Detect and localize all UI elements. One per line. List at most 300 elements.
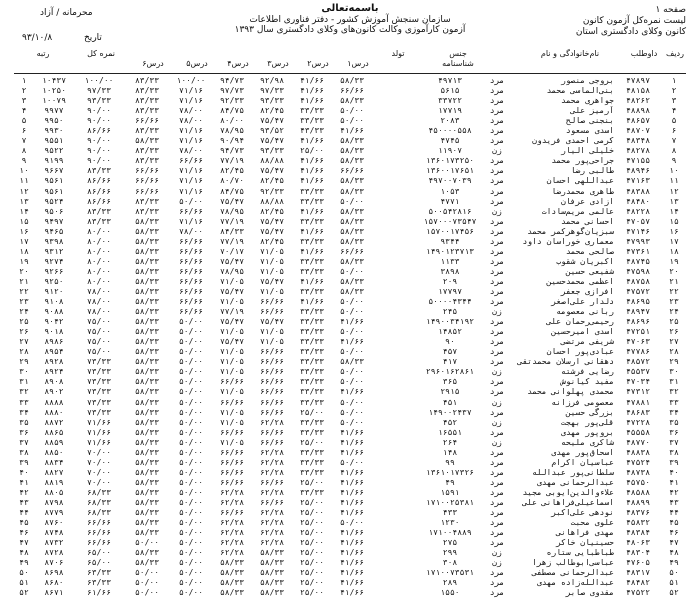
- subject2-cell: ۴۱/۶۶: [299, 206, 325, 216]
- table-row: [14, 257, 686, 267]
- gender-cell: زن: [492, 307, 502, 317]
- birth-cell: [372, 297, 416, 307]
- rank-cell: ۸۹۸۶: [44, 337, 64, 347]
- table-row: [14, 76, 686, 86]
- total-score-cell: ۹۳/۳۳: [86, 96, 112, 106]
- row-number-cell: ۳۰: [669, 367, 679, 377]
- subject5-cell: ۶۶/۶۶: [178, 266, 204, 276]
- name-cell: عباسیان اکرام: [551, 457, 614, 467]
- candidate-code-cell: ۴۸۰۶۳: [625, 538, 651, 548]
- total-score-cell: ۶۸/۳۳: [86, 508, 112, 518]
- table-row: [14, 227, 686, 237]
- subject4-cell: ۷۵/۴۷: [219, 337, 245, 347]
- name-cell: معصومی فرزانه: [551, 397, 614, 407]
- id-number-cell: ۲۴۵: [442, 307, 458, 317]
- row-number-cell: ۱۳: [669, 196, 679, 206]
- subject3-cell: ۶۶/۶۶: [259, 407, 285, 417]
- row-number-cell: ۲۲: [669, 287, 679, 296]
- subject1-cell: ۵۸/۳۳: [339, 216, 365, 226]
- table-row: [14, 588, 686, 598]
- birth-cell: [372, 116, 416, 126]
- id-number-cell: ۱۷۷۱۹: [437, 106, 463, 116]
- subject5-cell: ۵۰/۰۰: [178, 457, 204, 467]
- id-number-cell: ۳۸۹۸: [440, 266, 460, 276]
- taken-count: ۱۸: [19, 246, 29, 256]
- taken-count: ۲۲: [19, 287, 29, 296]
- candidate-code-cell: ۴۸۸۹۹: [625, 497, 651, 507]
- taken-count: ۴۷: [19, 538, 29, 548]
- candidate-code-cell: ۴۸۷۰۷: [625, 126, 651, 136]
- birth-cell: [372, 488, 416, 498]
- subject6-cell: ۸۳/۳۳: [134, 76, 160, 86]
- subject4-cell: ۶۶/۶۶: [219, 457, 245, 467]
- candidate-code-cell: ۴۸۷۳۸: [625, 467, 651, 477]
- rank-cell: ۸۷۴۸: [44, 528, 64, 538]
- candidate-code-cell: ۴۸۷۷۰: [625, 437, 651, 447]
- taken-count: ۲۸: [19, 347, 29, 357]
- candidate-code-cell: ۴۸۵۷۲: [625, 357, 651, 367]
- subject2-cell: ۴۱/۶۶: [299, 96, 325, 106]
- subject2-cell: ۲۵/۰۰: [299, 538, 325, 548]
- row-number-cell: ۱۸: [669, 246, 679, 256]
- id-number-cell: ۱۷۱۰۰۴۸۸۹: [428, 528, 472, 538]
- subject6-cell: ۵۸/۳۳: [134, 467, 160, 477]
- row-number-cell: ۳۵: [669, 417, 679, 427]
- id-number-cell: ۴۹: [445, 477, 455, 487]
- name-cell: عبدالرحمانی مصطفی: [532, 568, 614, 578]
- candidate-code-cell: ۴۵۵۵۸: [625, 427, 651, 437]
- row-number-cell: ۲: [671, 86, 677, 96]
- birth-cell: [372, 156, 416, 166]
- row-number-cell: ۳۹: [669, 457, 679, 467]
- subject6-cell: ۵۰/۰۰: [134, 588, 160, 598]
- name-cell: نودهی علی‌اکبر: [551, 508, 614, 518]
- subject4-cell: ۷۵/۴۷: [219, 196, 245, 206]
- gender-cell: مرد: [489, 236, 505, 246]
- row-number-cell: ۲۹: [669, 357, 679, 367]
- birth-cell: [372, 96, 416, 106]
- table-row: [14, 538, 686, 548]
- subject3-cell: ۷۵/۴۷: [259, 166, 285, 176]
- col-header-s3: درس۳: [267, 59, 289, 68]
- subject5-cell: ۶۶/۶۶: [178, 156, 204, 166]
- row-number-cell: ۳۳: [669, 397, 679, 407]
- subject4-cell: ۷۱/۰۵: [219, 276, 245, 286]
- subject3-cell: ۵۸/۳۳: [259, 578, 285, 588]
- subject4-cell: ۷۱/۰۵: [219, 327, 245, 337]
- gender-cell: مرد: [489, 447, 505, 457]
- id-number-cell: ۹۰: [445, 337, 455, 347]
- subject6-cell: ۵۸/۳۳: [134, 558, 160, 568]
- id-number-cell: ۲۸۹: [442, 578, 458, 588]
- subject2-cell: ۳۳/۳۳: [299, 347, 325, 357]
- taken-count: ۱۲: [19, 186, 29, 196]
- rank-cell: ۹۹۷۷: [44, 106, 64, 116]
- total-score-cell: ۶۸/۳۳: [86, 497, 112, 507]
- subject5-cell: ۵۰/۰۰: [178, 568, 204, 578]
- rank-cell: ۸۸۸۸: [44, 397, 64, 407]
- subject6-cell: ۸۳/۳۳: [134, 146, 160, 156]
- subject6-cell: ۵۸/۳۳: [134, 548, 160, 558]
- subject3-cell: ۶۶/۶۶: [259, 427, 285, 437]
- id-number-cell: ۱۱۳۳: [440, 256, 460, 266]
- date-value: ۹۳/۱۰/۸: [22, 33, 53, 43]
- birth-cell: [372, 398, 416, 408]
- subject3-cell: ۶۶/۶۶: [259, 477, 285, 487]
- subject3-cell: ۷۵/۴۷: [259, 136, 285, 146]
- taken-count: ۴۶: [19, 528, 29, 538]
- row-number-cell: ۲۳: [669, 297, 679, 307]
- subject6-cell: ۵۸/۳۳: [134, 266, 160, 276]
- id-number-cell: ۲۰۹: [442, 276, 458, 286]
- gender-cell: مرد: [489, 568, 505, 578]
- id-number-cell: ۱۵۷۰۰۱۷۴۵۶: [425, 226, 475, 236]
- subject5-cell: ۷۱/۱۶: [178, 186, 204, 196]
- rank-cell: ۹۶۶۷: [44, 166, 64, 176]
- id-number-cell: ۱۰۵۳: [440, 186, 460, 196]
- name-cell: حسینیان خاکر: [556, 538, 614, 548]
- subject6-cell: ۵۸/۳۳: [134, 337, 160, 347]
- candidate-code-cell: ۴۷۵۲۴: [625, 457, 651, 467]
- table-row: [14, 337, 686, 347]
- gender-cell: مرد: [489, 276, 505, 286]
- rank-cell: ۱۰۰۷۹: [41, 96, 67, 106]
- total-score-cell: ۹۰/۰۰: [86, 156, 112, 166]
- subject5-cell: ۵۰/۰۰: [178, 387, 204, 397]
- name-cell: مقدوی صابر: [565, 588, 614, 598]
- subject3-cell: ۹۳/۳۳: [259, 146, 285, 156]
- subject6-cell: ۸۳/۳۳: [134, 126, 160, 136]
- birth-cell: [372, 458, 416, 468]
- id-number-cell: ۲۹۶۰۱۶۲۸۶۱: [425, 367, 475, 377]
- row-number-cell: ۳۴: [669, 407, 679, 417]
- subject1-cell: ۴۱/۶۶: [339, 568, 365, 578]
- name-cell: عباسی‌ابوطالب زهرا: [532, 558, 614, 568]
- rank-cell: ۹۲۵۰: [44, 276, 64, 286]
- candidate-code-cell: ۴۸۸۳۸: [625, 447, 651, 457]
- candidate-code-cell: ۴۷۹۹۳: [625, 236, 651, 246]
- subject3-cell: ۹۷/۳۳: [259, 86, 285, 96]
- birth-cell: [372, 227, 416, 237]
- subject1-cell: ۵۰/۰۰: [339, 417, 365, 427]
- table-row: [14, 438, 686, 448]
- total-score-cell: ۷۳/۳۳: [86, 357, 112, 367]
- birth-cell: [372, 217, 416, 227]
- rank-cell: ۸۸۲۷: [44, 467, 64, 477]
- subject6-cell: ۸۳/۳۳: [134, 96, 160, 106]
- subject2-cell: ۳۳/۳۳: [299, 266, 325, 276]
- rank-cell: ۸۹۵۴: [44, 347, 64, 357]
- total-score-cell: ۸۰/۰۰: [86, 246, 112, 256]
- table-row: [14, 297, 686, 307]
- birth-cell: [372, 428, 416, 438]
- subject5-cell: ۵۰/۰۰: [178, 558, 204, 568]
- id-number-cell: ۱۴۸۵۲: [437, 327, 463, 337]
- id-number-cell: ۴۵۲: [442, 417, 458, 427]
- table-row: [14, 187, 686, 197]
- id-number-cell: ۳۳۷۲۲: [437, 96, 463, 106]
- table-row: [14, 448, 686, 458]
- taken-count: ۳۹: [19, 457, 29, 467]
- row-number-cell: ۲۷: [669, 337, 679, 347]
- table-row: [14, 166, 686, 176]
- subject2-cell: ۲۵/۰۰: [299, 528, 325, 538]
- subject2-cell: ۲۵/۰۰: [299, 437, 325, 447]
- birth-cell: [372, 578, 416, 588]
- subject4-cell: ۷۸/۹۵: [219, 266, 245, 276]
- gender-cell: مرد: [489, 76, 505, 86]
- rank-cell: ۸۷۲۸: [44, 548, 64, 558]
- subject4-cell: ۶۶/۶۶: [219, 508, 245, 518]
- birth-cell: [372, 166, 416, 176]
- candidate-code-cell: ۴۷۷۸۶: [625, 347, 651, 357]
- subject1-cell: ۴۱/۶۶: [339, 467, 365, 477]
- rank-cell: ۸۹۰۸: [44, 377, 64, 387]
- name-cell: طاهری محمدرضا: [551, 186, 614, 196]
- total-score-cell: ۷۱/۶۶: [86, 417, 112, 427]
- subject5-cell: ۶۶/۶۶: [178, 287, 204, 296]
- subject5-cell: ۵۰/۰۰: [178, 417, 204, 427]
- col-header-rank: رتبه: [36, 49, 50, 58]
- subject1-cell: ۵۸/۳۳: [339, 96, 365, 106]
- gender-cell: زن: [492, 146, 502, 156]
- subject6-cell: ۵۸/۳۳: [134, 437, 160, 447]
- rank-cell: ۸۹۲۸: [44, 357, 64, 367]
- col-header-row: ردیف: [666, 49, 684, 58]
- name-cell: سلطانی‌پور عبدالله: [532, 467, 614, 477]
- taken-count: ۱: [21, 76, 27, 86]
- candidate-code-cell: ۴۷۱۶۳: [625, 176, 651, 186]
- rank-cell: ۸۸۸۰: [44, 407, 64, 417]
- table-row: [14, 317, 686, 327]
- id-number-cell: ۵۰۰۵۴۲۸۱۶: [428, 206, 472, 216]
- subject6-cell: ۵۸/۳۳: [134, 367, 160, 377]
- taken-count: ۳۲: [19, 387, 29, 397]
- name-cell: برو‌پور مهدی: [561, 427, 614, 437]
- gender-cell: مرد: [489, 387, 505, 397]
- row-number-cell: ۴۵: [669, 518, 679, 528]
- subject5-cell: ۷۱/۱۶: [178, 166, 204, 176]
- taken-count: ۲: [21, 86, 27, 96]
- rank-cell: ۹۵۶۱: [44, 176, 64, 186]
- subject2-cell: ۳۳/۳۳: [299, 106, 325, 116]
- subject2-cell: ۳۳/۳۳: [299, 377, 325, 387]
- subject2-cell: ۴۱/۶۶: [299, 86, 325, 96]
- row-number-cell: ۴۰: [669, 467, 679, 477]
- candidate-code-cell: ۴۷۵۹۸: [625, 266, 651, 276]
- total-score-cell: ۶۶/۶۶: [86, 528, 112, 538]
- subject5-cell: ۵۰/۰۰: [178, 347, 204, 357]
- rank-cell: ۹۲۶۶: [44, 266, 64, 276]
- id-number-cell: ۴۵۱: [442, 397, 458, 407]
- subject1-cell: ۴۱/۶۶: [339, 437, 365, 447]
- row-number-cell: ۱۹: [669, 256, 679, 266]
- candidate-code-cell: ۴۷۰۵۷: [625, 216, 651, 226]
- subject6-cell: ۵۸/۳۳: [134, 216, 160, 226]
- subject2-cell: ۴۳/۳۳: [299, 126, 325, 136]
- total-score-cell: ۹۰/۰۰: [86, 136, 112, 146]
- subject2-cell: ۳۳/۳۳: [299, 387, 325, 397]
- name-cell: جراحی‌پور محمد: [551, 156, 614, 166]
- subject5-cell: ۷۸/۰۰: [178, 116, 204, 126]
- total-score-cell: ۸۳/۳۳: [86, 206, 112, 216]
- gender-cell: مرد: [489, 578, 505, 588]
- rank-cell: ۹۵۲۲: [44, 146, 64, 156]
- subject4-cell: ۶۲/۲۸: [219, 538, 245, 548]
- subject2-cell: ۴۱/۶۶: [299, 76, 325, 86]
- page-label: صفحه ۱: [655, 5, 686, 15]
- name-cell: محمدی پهلوانی محمد: [527, 387, 614, 397]
- name-cell: رحیمی‌رحمان علی: [546, 317, 614, 327]
- subject4-cell: ۸۴/۷۵: [219, 186, 245, 196]
- table-row: [14, 468, 686, 478]
- col-header-s5: درس۵: [186, 59, 208, 68]
- taken-count: ۱۵: [19, 216, 29, 226]
- subject6-cell: ۵۰/۰۰: [134, 578, 160, 588]
- id-number-cell: ۱۷۱۰۰۲۵۳۸۱: [425, 497, 475, 507]
- row-number-cell: ۲۵: [669, 317, 679, 327]
- subject2-cell: ۲۵/۰۰: [299, 578, 325, 588]
- id-number-cell: ۲۹۹: [442, 548, 458, 558]
- id-number-cell: ۱۷۱۰۰۷۳۵۳۱: [425, 568, 475, 578]
- taken-count: ۸: [21, 146, 27, 156]
- gender-cell: زن: [492, 397, 502, 407]
- name-cell: کرمی احمدی فریدون: [532, 136, 614, 146]
- results-table: [14, 76, 686, 598]
- subject6-cell: ۵۸/۳۳: [134, 236, 160, 246]
- col-header-birth: تولد: [391, 49, 405, 58]
- candidate-code-cell: ۴۷۵۷۲: [625, 287, 651, 296]
- subject6-cell: ۵۸/۳۳: [134, 307, 160, 317]
- candidate-code-cell: ۴۸۶۹۶: [625, 317, 651, 327]
- row-number-cell: ۵۰: [669, 568, 679, 578]
- candidate-code-cell: ۴۷۸۸۱: [625, 397, 651, 407]
- rank-cell: ۹۵۰۶: [44, 206, 64, 216]
- candidate-code-cell: ۴۷۵۲۲: [625, 588, 651, 598]
- total-score-cell: ۷۸/۰۰: [86, 307, 112, 317]
- subject2-cell: ۴۱/۶۶: [299, 166, 325, 176]
- birth-cell: [372, 518, 416, 528]
- taken-count: ۵۰: [19, 568, 29, 578]
- row-number-cell: ۱۱: [669, 176, 679, 186]
- subject1-cell: ۵۰/۰۰: [339, 266, 365, 276]
- gender-cell: مرد: [489, 216, 505, 226]
- subject4-cell: ۶۲/۲۸: [219, 497, 245, 507]
- id-number-cell: ۲۹۱۵: [440, 387, 460, 397]
- table-row: [14, 126, 686, 136]
- rank-cell: ۹۱۹۹: [44, 156, 64, 166]
- subject1-cell: ۵۰/۰۰: [339, 106, 365, 116]
- subject1-cell: ۵۰/۰۰: [339, 377, 365, 387]
- total-score-cell: ۷۵/۰۰: [86, 317, 112, 327]
- total-score-cell: ۷۵/۰۰: [86, 327, 112, 337]
- subject1-cell: ۴۱/۶۶: [339, 387, 365, 397]
- candidate-code-cell: ۴۸۹۴۷: [625, 307, 651, 317]
- subject1-cell: ۶۶/۶۶: [339, 246, 365, 256]
- subject2-cell: ۴۱/۶۶: [299, 156, 325, 166]
- gender-cell: زن: [492, 548, 502, 558]
- subject2-cell: ۳۳/۳۳: [299, 116, 325, 126]
- table-row: [14, 357, 686, 367]
- gender-cell: مرد: [489, 457, 505, 467]
- subject4-cell: ۸۰/۰۰: [219, 116, 245, 126]
- subject4-cell: ۷۱/۰۵: [219, 417, 245, 427]
- total-score-cell: ۸۰/۰۰: [86, 266, 112, 276]
- candidate-code-cell: ۴۸۴۸۰: [625, 196, 651, 206]
- gender-cell: مرد: [489, 287, 505, 296]
- subject1-cell: ۴۱/۶۶: [339, 477, 365, 487]
- birth-cell: [372, 357, 416, 367]
- taken-count: ۲۰: [19, 266, 29, 276]
- row-number-cell: ۹: [671, 156, 677, 166]
- subject3-cell: ۷۱/۰۵: [259, 287, 285, 296]
- candidate-code-cell: ۴۸۶۹۵: [625, 297, 651, 307]
- subject5-cell: ۶۶/۶۶: [178, 246, 204, 256]
- table-row: [14, 106, 686, 116]
- subject4-cell: ۶۶/۶۶: [219, 477, 245, 487]
- total-score-cell: ۸۳/۳۳: [86, 166, 112, 176]
- subject1-cell: ۵۰/۰۰: [339, 367, 365, 377]
- subject5-cell: ۵۰/۰۰: [178, 578, 204, 588]
- birth-cell: [372, 377, 416, 387]
- gender-cell: مرد: [489, 357, 505, 367]
- birth-cell: [372, 408, 416, 418]
- subject3-cell: ۸۸/۸۸: [259, 196, 285, 206]
- subject2-cell: ۳۳/۳۳: [299, 196, 325, 206]
- rank-cell: ۹۵۲۴: [44, 196, 64, 206]
- subject1-cell: ۵۸/۳۳: [339, 136, 365, 146]
- name-cell: سبزیان‌گوهرکمر محمد: [527, 226, 614, 236]
- name-cell: احسانی محمد: [561, 216, 614, 226]
- gender-cell: مرد: [489, 256, 505, 266]
- subject6-cell: ۸۳/۳۳: [134, 206, 160, 216]
- total-score-cell: ۷۳/۳۳: [86, 407, 112, 417]
- row-number-cell: ۱۰: [669, 166, 679, 176]
- subject1-cell: ۵۸/۳۳: [339, 146, 365, 156]
- table-row: [14, 498, 686, 508]
- birth-cell: [372, 287, 416, 297]
- taken-count: ۱۳: [19, 196, 29, 206]
- subject3-cell: ۵۸/۳۳: [259, 558, 285, 568]
- subject4-cell: ۷۵/۴۷: [219, 256, 245, 266]
- list-subtitle: لیست نمره‌کل آزمون کانون: [582, 16, 686, 26]
- taken-count: ۳۴: [19, 407, 29, 417]
- taken-count: ۲۶: [19, 327, 29, 337]
- subject6-cell: ۵۸/۳۳: [134, 317, 160, 327]
- id-number-cell: ۱۳۶۰۰۱۷۶۵۱: [425, 166, 475, 176]
- subject3-cell: ۷۵/۴۷: [259, 226, 285, 236]
- table-row: [14, 217, 686, 227]
- rank-cell: ۹۲۷۴: [44, 256, 64, 266]
- candidate-code-cell: ۴۸۲۲۸: [625, 206, 651, 216]
- rank-cell: ۹۰۱۸: [44, 327, 64, 337]
- candidate-code-cell: ۴۵۷۵۰: [625, 477, 651, 487]
- rank-cell: ۹۴۶۵: [44, 226, 64, 236]
- title-exam: آزمون کارآموزی وکالت کانون‌های وکلای دادگستری سال ۱۳۹۳: [234, 25, 466, 35]
- id-number-cell: ۴۵۷: [442, 347, 458, 357]
- table-row: [14, 408, 686, 418]
- name-cell: مفید کیا‌نوش: [561, 377, 614, 387]
- birth-cell: [372, 538, 416, 548]
- subject6-cell: ۵۸/۳۳: [134, 477, 160, 487]
- total-score-cell: ۷۰/۰۰: [86, 457, 112, 467]
- taken-count: ۲۳: [19, 297, 29, 307]
- row-number-cell: ۴۲: [669, 487, 679, 497]
- subject3-cell: ۶۲/۲۸: [259, 528, 285, 538]
- subject1-cell: ۴۱/۶۶: [339, 447, 365, 457]
- subject4-cell: ۵۸/۳۳: [219, 558, 245, 568]
- subject1-cell: ۵۸/۳۳: [339, 176, 365, 186]
